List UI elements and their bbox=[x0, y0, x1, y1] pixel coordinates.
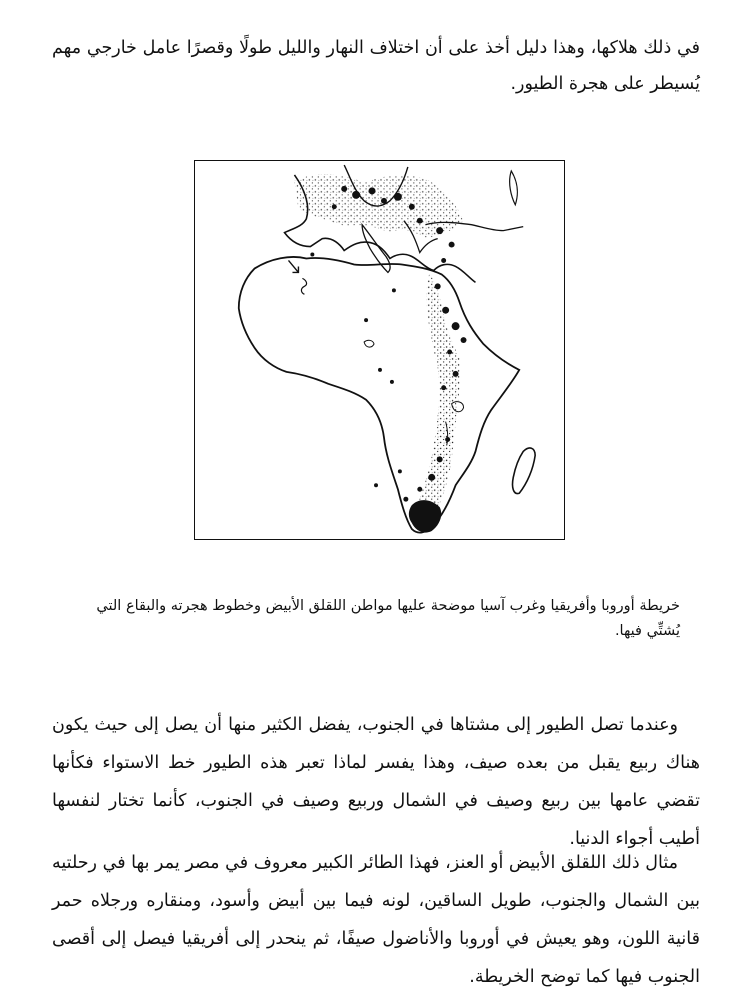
body-paragraph: مثال ذلك اللقلق الأبيض أو العنز، فهذا الطائر الكبير معروف في مصر يمر بها في رحلتيه بين الشمال والجنوب، طويل الساقين، لونه فيما بين أبيض وأسود، ومنقاره ورجلاه حمر قانية اللون، وهو يعيش في أوروبا والأناضول صيفًا، ثم ينحدر إلى أفريقيا فيصل إلى أقصى الجنوب فيها كما توضح الخريطة. bbox=[52, 853, 700, 987]
body-paragraph: وعندما تصل الطيور إلى مشتاها في الجنوب، يفضل الكثير منها أن يصل إلى حيث يكون هناك ربيع يقبل من بعده صيف، وهذا يفسر لماذا تعبر هذه الطيور خط الاستواء فكأنها تقضي عامها بين ربيع وصيف في الشمال وربيع وصيف في الجنوب، كأنما تختار لنفسها أطيب أجواء الدنيا. bbox=[52, 715, 700, 849]
southern-wintering-area bbox=[409, 500, 441, 532]
figure-caption: خريطة أوروبا وأفريقيا وغرب آسيا موضحة عليها مواطن اللقلق الأبيض وخطوط هجرته والبقاع التي يُشتِّي فيها. bbox=[96, 598, 680, 639]
migration-map-figure bbox=[194, 160, 565, 540]
africa-outline bbox=[239, 257, 519, 533]
madagascar-outline bbox=[513, 448, 536, 494]
migration-route-squiggle bbox=[301, 278, 306, 294]
migration-arrow bbox=[288, 260, 298, 272]
caspian-sea bbox=[510, 171, 518, 205]
intro-paragraph: في ذلك هلاكها، وهذا دليل أخذ على أن اختلاف النهار والليل طولًا وقصرًا عامل خارجي مهم يُسيطر على هجرة الطيور. bbox=[52, 38, 700, 94]
migration-corridor bbox=[414, 272, 461, 518]
migration-map bbox=[195, 161, 564, 539]
lake-chad bbox=[364, 340, 374, 347]
